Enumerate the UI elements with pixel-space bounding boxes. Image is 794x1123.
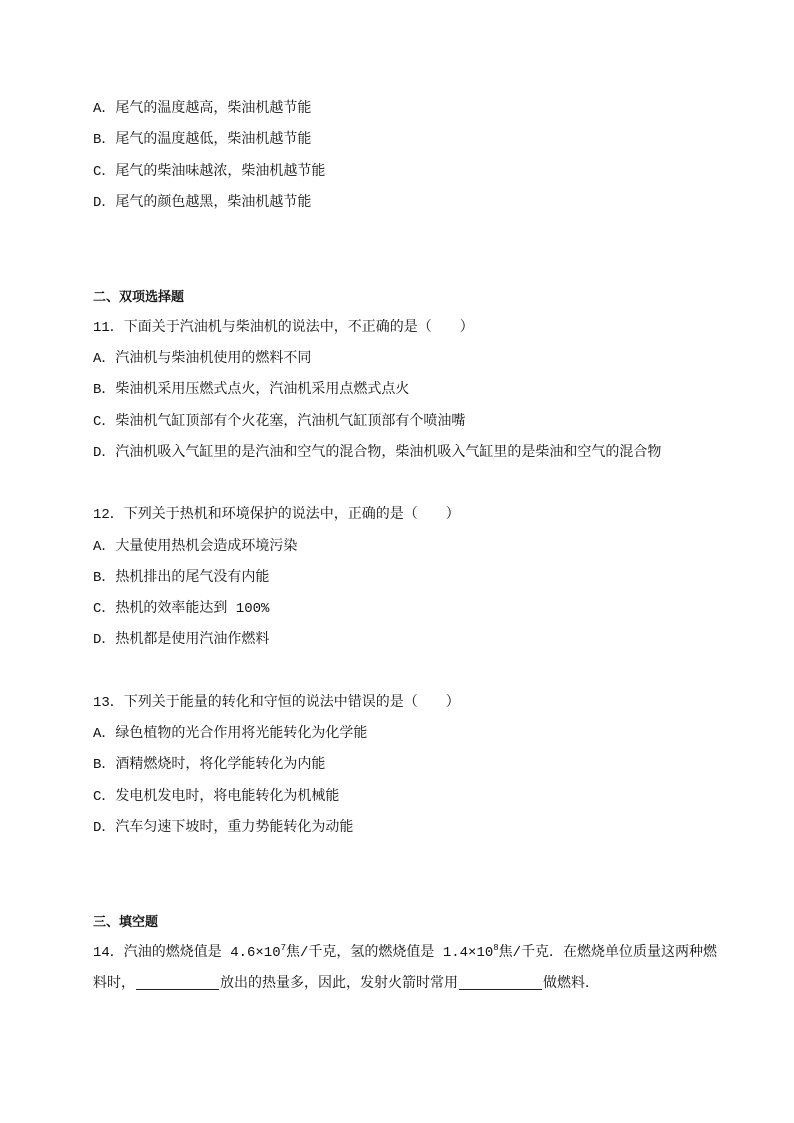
q12-stem: 12．下列关于热机和环境保护的说法中，正确的是（ ） (93, 507, 460, 524)
q10-option-c: C．尾气的柴油味越浓，柴油机越节能 (93, 163, 326, 180)
q11-option-c: C．柴油机气缸顶部有个火花塞，汽油机气缸顶部有个喷油嘴 (93, 413, 466, 430)
q13-option-d: D．汽车匀速下坡时，重力势能转化为动能 (93, 819, 354, 836)
q10-option-d: D．尾气的颜色越黑，柴油机越节能 (93, 194, 312, 211)
q12-option-c: C．热机的效率能达到 100% (93, 601, 270, 617)
q14-line-2 (93, 969, 713, 1000)
q14-answer-blank-2 (459, 976, 542, 990)
q14-text-part-3: 焦/千克．在燃烧单位质量这两种燃 (498, 944, 718, 961)
q13-stem: 13．下列关于能量的转化和守恒的说法中错误的是（ ） (93, 694, 460, 711)
q12-option-b: B．热机排出的尾气没有内能 (93, 569, 270, 586)
q13-option-c: C．发电机发电时，将电能转化为机械能 (93, 788, 340, 805)
q14-answer-blank-1 (136, 976, 219, 990)
q11-stem: 11．下面关于汽油机与柴油机的说法中，不正确的是（ ） (93, 319, 474, 336)
q11-option-b: B．柴油机采用压燃式点火，汽油机采用点燃式点火 (93, 382, 410, 399)
q14-exponent-gasoline: 7 (280, 942, 287, 953)
q14-text-part-4: 料时， (93, 976, 135, 992)
q10-option-b: B．尾气的温度越低，柴油机越节能 (93, 132, 312, 149)
q14-exponent-hydrogen: 8 (493, 942, 499, 953)
q12-option-d: D．热机都是使用汽油作燃料 (93, 632, 270, 649)
q13-option-a: A．绿色植物的光合作用将光能转化为化学能 (93, 726, 368, 742)
q14-text-part-1: 14．汽油的燃烧值是 4.6×10 (93, 944, 281, 961)
q14-text-part-2: 焦/千克，氢的燃烧值是 1.4×10 (286, 944, 494, 961)
q11-option-a: A．汽油机与柴油机使用的燃料不同 (93, 351, 312, 367)
q12-option-a: A．大量使用热机会造成环境污染 (93, 538, 298, 555)
q14-line-1 (93, 938, 718, 969)
q14-text-part-6: 做燃料． (543, 976, 599, 992)
q11-option-d: D．汽油机吸入气缸里的是汽油和空气的混合物，柴油机吸入气缸里的是柴油和空气的混合物 (93, 444, 662, 461)
q14-text-part-5: 放出的热量多，因此，发射火箭时常用 (220, 976, 458, 992)
q10-option-a: A．尾气的温度越高，柴油机越节能 (93, 101, 312, 117)
q13-option-b: B．酒精燃烧时，将化学能转化为内能 (93, 757, 326, 774)
section-title-fill-blank: 三、填空题 (93, 914, 159, 930)
section-title-double-choice: 二、双项选择题 (93, 289, 185, 305)
document-content (93, 94, 718, 1000)
